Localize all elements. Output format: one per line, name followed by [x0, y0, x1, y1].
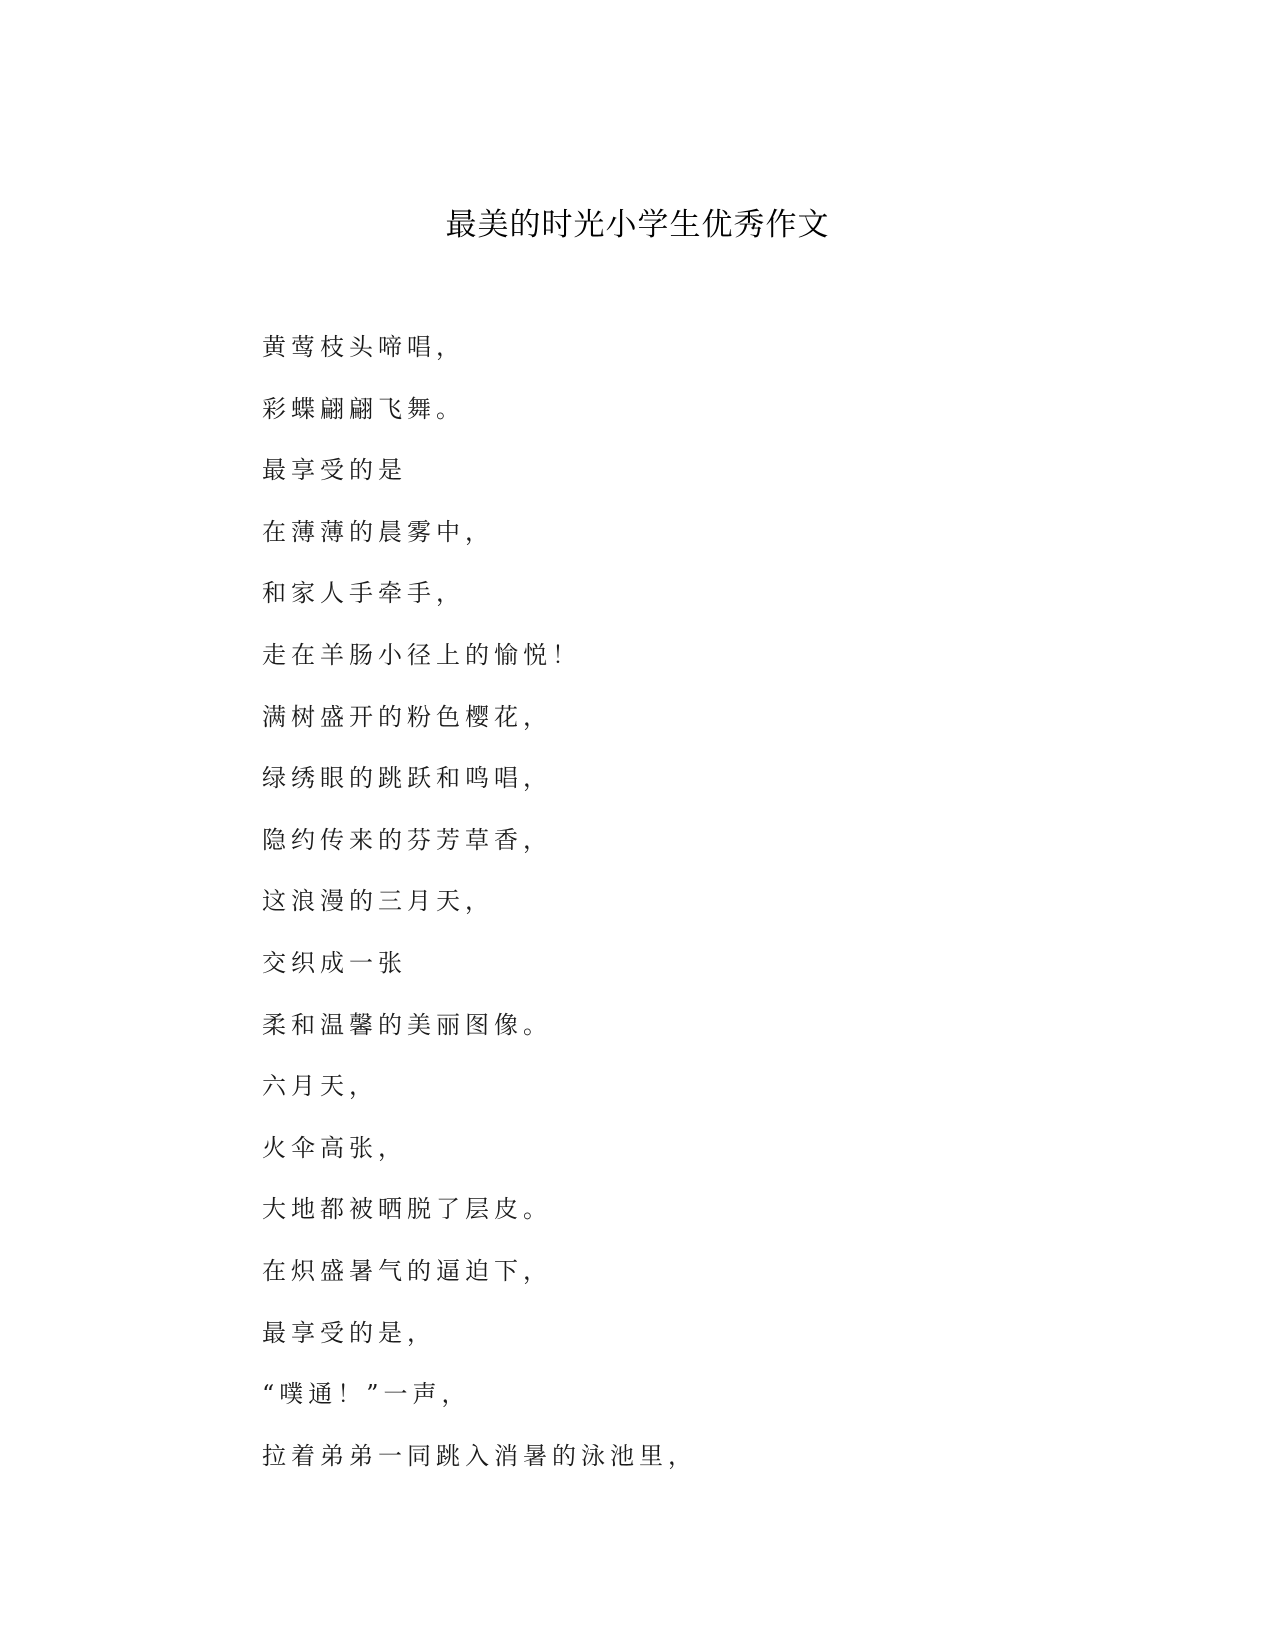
poem-line: 隐约传来的芬芳草香，: [262, 825, 552, 854]
poem-line: 最享受的是: [262, 456, 407, 485]
poem-line: 大地都被晒脱了层皮。: [262, 1195, 552, 1224]
poem-line: 满树盛开的粉色樱花，: [262, 702, 552, 731]
poem-line: 这浪漫的三月天，: [262, 887, 494, 916]
poem-body: [262, 330, 697, 1500]
poem-line: 在薄薄的晨雾中，: [262, 517, 494, 546]
poem-line: 在炽盛暑气的逼迫下，: [262, 1256, 552, 1285]
poem-line: 彩蝶翩翩飞舞。: [262, 394, 465, 423]
poem-line: 交织成一张: [262, 948, 407, 977]
poem-line: 走在羊肠小径上的愉悦！: [262, 640, 581, 669]
poem-line: 绿绣眼的跳跃和鸣唱，: [262, 764, 552, 793]
poem-line: 火伞高张，: [262, 1133, 407, 1162]
poem-line: 拉着弟弟一同跳入消暑的泳池里，: [262, 1441, 697, 1470]
poem-line: “噗通！”一声，: [262, 1380, 471, 1409]
poem-line: 黄莺枝头啼唱，: [262, 333, 465, 361]
document-title: 最美的时光小学生优秀作文: [445, 207, 830, 243]
poem-line: 柔和温馨的美丽图像。: [262, 1010, 552, 1039]
poem-line: 和家人手牵手，: [262, 579, 465, 608]
poem-line: 六月天，: [262, 1072, 378, 1101]
poem-line: 最享受的是，: [262, 1318, 436, 1347]
